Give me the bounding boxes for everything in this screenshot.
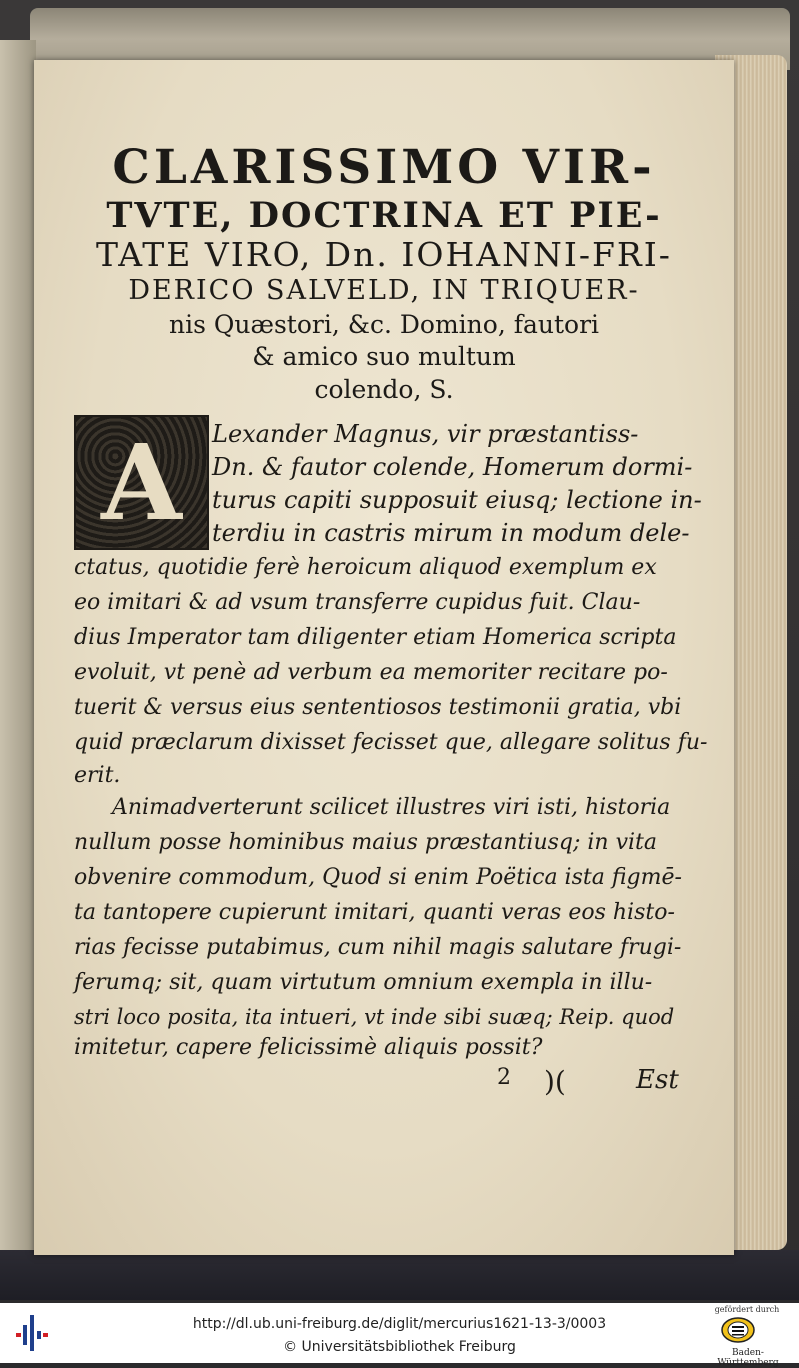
decorated-initial [74,415,209,550]
paragraph1-line: erit. [74,763,121,788]
sponsor-label: gefördert durch [714,1305,780,1314]
permalink-url[interactable]: http://dl.ub.uni-freiburg.de/diglit/mercurius1621-13-3/0003 [192,1316,607,1332]
heading-line-4: DERICO SALVELD, IN TRIQUER- [128,275,640,306]
paragraph1-line: eo imitari & ad vsum transferre cupidus fuit. Clau- [74,590,641,615]
paragraph1-line: Dn. & fautor colende, Homerum dormi- [212,453,693,481]
paragraph1-line: tuerit & versus eius sententiosos testimonii gratia, vbi [74,695,682,720]
viewer-footer [0,1303,799,1368]
scan-background-band [0,1250,799,1300]
paragraph2-line: stri loco posita, ita intueri, vt inde sibi suæq; Reip. quod [74,1005,675,1029]
paragraph2-line: ta tantopere cupierunt imitari, quanti veras eos histo- [74,900,675,925]
heading-line-5: nis Quæstori, &c. Domino, fautori [168,310,600,339]
initial-letter: A [101,421,182,544]
heading-line-7: colendo, S. [314,375,454,404]
paragraph2-line: obvenire commodum, Quod si enim Poëtica ista figmē- [74,865,682,890]
paragraph2-line: ferumq; sit, quam virtutum omnium exempla in illu- [74,970,653,995]
sponsor-name: Baden-Württemberg [717,1348,779,1368]
heading-line-2: TVTE, DOCTRINA ET PIE- [106,195,662,236]
paragraph1-line: evoluit, vt penè ad verbum ea memoriter recitare po- [74,660,668,685]
heading-line-3: TATE VIRO, Dn. IOHANNI-FRI- [96,235,672,274]
book-page [34,60,734,1255]
heading-line-6: & amico suo multum [252,342,516,371]
paragraph2-line: rias fecisse putabimus, cum nihil magis salutare frugi- [74,935,682,960]
signature-mark: 2 [497,1065,511,1090]
paragraph1-line: quid præclarum dixisset fecisset que, allegare solitus fu- [74,730,708,755]
paragraph2-line: imitetur, capere felicissimè aliquis possit? [74,1035,543,1060]
paragraph1-line: terdiu in castris mirum in modum dele- [212,519,690,547]
paragraph1-line: Lexander Magnus, vir præstantiss- [212,420,639,448]
signature-bracket: )( [544,1065,566,1098]
paragraph2-line: nullum posse hominibus maius præstantiusq; in vita [74,830,658,855]
state-coat-of-arms-icon [721,1317,755,1343]
paragraph2-line: Animadverterunt scilicet illustres viri isti, historia [112,795,671,820]
catchword: Est [636,1065,679,1095]
copyright-notice: © Universitätsbibliothek Freiburg [283,1339,516,1355]
paragraph1-line: turus capiti supposuit eiusq; lectione in- [212,486,702,514]
paragraph1-line: dius Imperator tam diligenter etiam Homerica scripta [74,625,677,650]
heading-line-1: CLARISSIMO VIR- [112,140,656,195]
book-left-cover [0,40,36,1270]
paragraph1-line: ctatus, quotidie ferè heroicum aliquod exemplum ex [74,555,657,580]
